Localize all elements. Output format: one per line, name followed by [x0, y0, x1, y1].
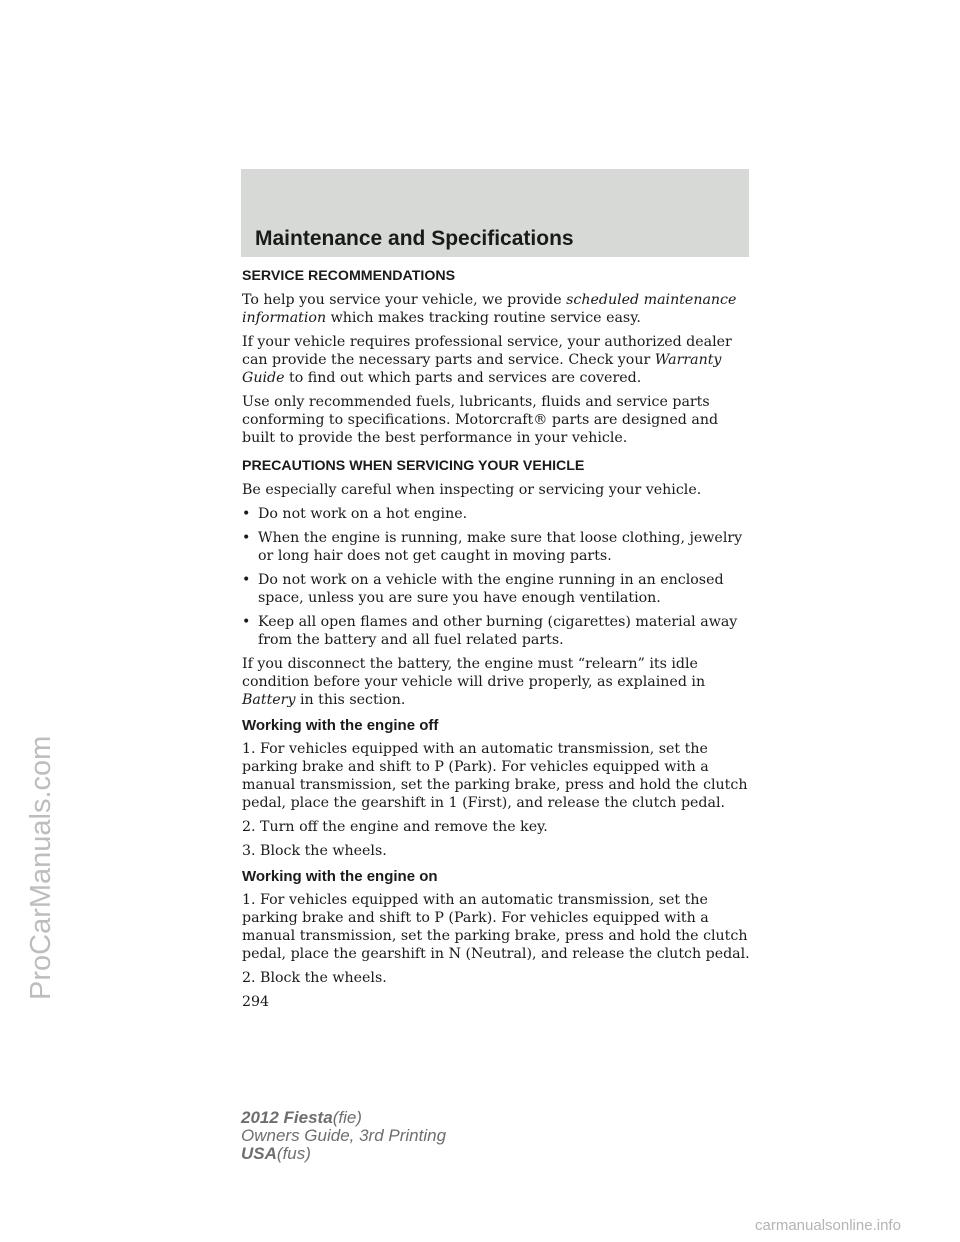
list-item: [242, 613, 752, 649]
side-watermark: [0, 0, 80, 1242]
list-item-text: When the engine is running, make sure that loose clothing, jewelry or long hair does not get caught in moving parts.: [258, 530, 743, 564]
document-footer: [241, 1109, 446, 1163]
paragraph-dealer: [242, 333, 752, 387]
list-item: [242, 529, 752, 565]
paragraph-parts: Use only recommended fuels, lubricants, fluids and service parts conforming to specifications. Motorcraft® parts are designed and built to provide the best performance in your vehicle.: [242, 394, 719, 446]
text: to find out which parts and services are covered.: [289, 370, 642, 386]
list-item-text: Do not work on a vehicle with the engine running in an enclosed space, unless you are sure you have enough ventilation.: [258, 572, 724, 606]
bullet-icon: •: [242, 572, 251, 588]
bullet-icon: •: [242, 614, 251, 630]
page-number: 294: [242, 994, 270, 1010]
model-name: 2012 Fiesta: [241, 1108, 333, 1127]
list-item-text: Do not work on a hot engine.: [258, 506, 468, 522]
step-item: 2. Block the wheels.: [242, 970, 387, 986]
paragraph-intro: [242, 291, 752, 327]
text: in this section.: [300, 692, 406, 708]
bullet-icon: •: [242, 506, 251, 522]
footer-line: [241, 1145, 446, 1163]
model-code: (fie): [332, 1108, 362, 1127]
section-header-band: [241, 169, 749, 257]
footer-line: Owners Guide, 3rd Printing: [241, 1126, 447, 1145]
footer-line: [241, 1109, 446, 1127]
bullet-icon: •: [242, 530, 251, 546]
text: To help you service your vehicle, we provide: [242, 292, 562, 308]
heading-engine-off: Working with the engine off: [242, 717, 439, 734]
market-name: USA: [241, 1144, 277, 1163]
page-content: [242, 267, 752, 1011]
battery-reference: Battery: [242, 692, 296, 708]
page-title: Maintenance and Specifications: [255, 227, 574, 250]
paragraph-careful: Be especially careful when inspecting or servicing your vehicle.: [242, 482, 702, 498]
step-item: 1. For vehicles equipped with an automatic transmission, set the parking brake and shift to P (Park). For vehicles equipped with a manual transmission, set the parking brake, press and hold the clutch pedal, place the gearshift in 1 (First), and release the clutch pedal.: [242, 741, 748, 811]
site-watermark: carmanualsonline.info: [755, 1217, 901, 1234]
text: If your vehicle requires professional service, your authorized dealer can provide the necessary parts and service. Check your: [242, 334, 732, 368]
text: If you disconnect the battery, the engine must “relearn” its idle condition before your vehicle will drive properly, as explained in: [242, 656, 706, 690]
list-item: [242, 571, 752, 607]
paragraph-battery: [242, 655, 752, 709]
step-item: 1. For vehicles equipped with an automatic transmission, set the parking brake and shift to P (Park). For vehicles equipped with a manual transmission, set the parking brake, press and hold the clutch pedal, place the gearshift in N (Neutral), and release the clutch pedal.: [242, 892, 750, 962]
heading-precautions: PRECAUTIONS WHEN SERVICING YOUR VEHICLE: [242, 458, 585, 474]
watermark-text: ProCarManuals.com: [25, 735, 57, 1000]
emphasis: scheduled maintenance information: [242, 292, 737, 326]
list-item: [242, 505, 752, 523]
list-item-text: Keep all open flames and other burning (cigarettes) material away from the battery and all fuel related parts.: [258, 614, 738, 648]
step-item: 2. Turn off the engine and remove the key.: [242, 819, 548, 835]
market-code: (fus): [276, 1144, 311, 1163]
heading-service-recommendations: SERVICE RECOMMENDATIONS: [242, 268, 456, 284]
warranty-guide-reference: Warranty Guide: [242, 352, 722, 386]
heading-engine-on: Working with the engine on: [242, 868, 438, 885]
text: which makes tracking routine service easy.: [330, 310, 641, 326]
precaution-list: [242, 505, 752, 649]
step-item: 3. Block the wheels.: [242, 843, 387, 859]
